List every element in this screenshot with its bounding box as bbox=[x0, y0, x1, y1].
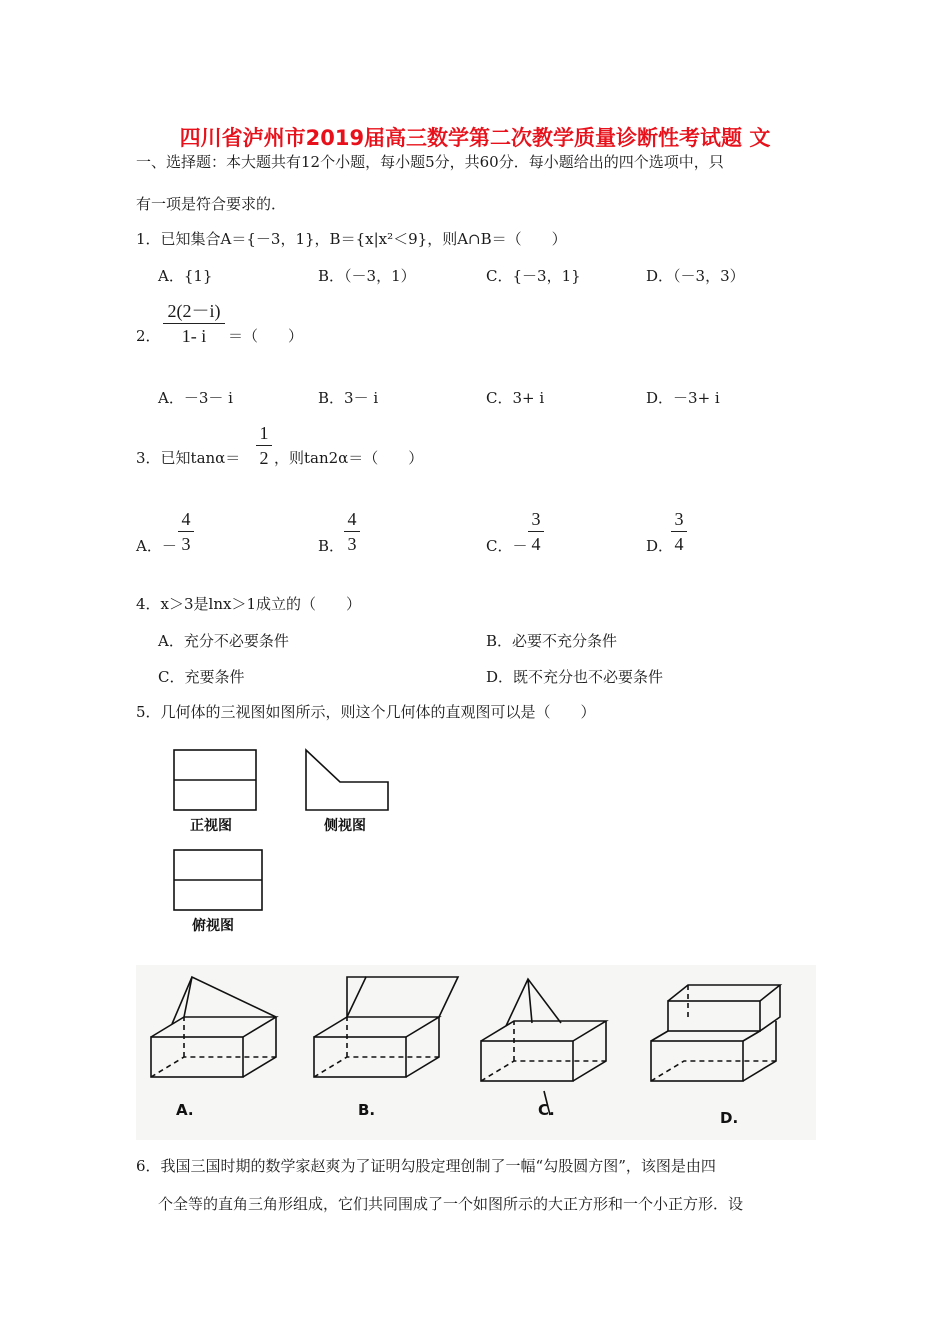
question-2-option-c: C．3+ i bbox=[486, 389, 545, 407]
question-3-fraction bbox=[256, 422, 272, 469]
choice-label-c: C. bbox=[538, 1101, 555, 1119]
question-2-option-a: A．－3－ i bbox=[158, 389, 233, 407]
question-2-option-b: B．3－ i bbox=[318, 389, 379, 407]
question-4-option-c: C．充要条件 bbox=[158, 668, 245, 686]
question-3-option-b-label: B． bbox=[318, 537, 345, 555]
question-2-fraction bbox=[163, 300, 225, 347]
question-2-numerator: 2(2－i) bbox=[167, 301, 221, 321]
choice-label-a: A. bbox=[176, 1101, 194, 1119]
question-1-option-b: B．（－3，1） bbox=[318, 267, 416, 285]
question-3-lead: 3．已知tanα＝ bbox=[136, 449, 241, 467]
question-2-number: 2． bbox=[136, 327, 161, 345]
question-2-option-d: D．－3+ i bbox=[646, 389, 720, 407]
section-intro-line1: 一、选择题：本大题共有12个小题，每小题5分，共60分．每小题给出的四个选项中，只 bbox=[136, 153, 724, 171]
solid-choices-figure bbox=[136, 965, 816, 1140]
question-3-option-d-label: D． bbox=[646, 537, 674, 555]
choice-label-d: D. bbox=[720, 1109, 739, 1127]
question-3-option-b-fraction bbox=[344, 508, 360, 555]
question-6-line1: 6．我国三国时期的数学家赵爽为了证明勾股定理创制了一幅“勾股圆方图”，该图是由四 bbox=[136, 1157, 716, 1175]
question-3-option-a-fraction bbox=[178, 508, 194, 555]
question-4-option-a: A．充分不必要条件 bbox=[158, 632, 289, 650]
fraction-denominator: 4 bbox=[674, 534, 684, 554]
figure-background bbox=[136, 965, 816, 1140]
question-2-denominator: 1- i bbox=[181, 326, 207, 346]
question-6-line2: 个全等的直角三角形组成，它们共同围成了一个如图所示的大正方形和一个小正方形．设 bbox=[158, 1195, 744, 1213]
question-4-stem: 4．x＞3是lnx＞1成立的（ ） bbox=[136, 595, 362, 613]
question-1-option-a: A．{1} bbox=[158, 267, 213, 285]
question-1-option-d: D．（－3，3） bbox=[646, 267, 745, 285]
question-4-option-b: B．必要不充分条件 bbox=[486, 632, 618, 650]
question-3-numerator: 1 bbox=[259, 423, 269, 443]
fraction-numerator: 3 bbox=[674, 509, 684, 529]
question-5-stem: 5．几何体的三视图如图所示，则这个几何体的直观图可以是（ ） bbox=[136, 703, 596, 721]
question-2-tail: ＝（ ） bbox=[228, 327, 304, 345]
question-1-stem: 1．已知集合A＝{－3，1}，B＝{x|x²＜9}，则A∩B＝（ ） bbox=[136, 230, 567, 248]
question-4-option-d: D．既不充分也不必要条件 bbox=[486, 668, 664, 686]
fraction-numerator: 4 bbox=[347, 509, 357, 529]
question-3-option-a-label: A．－ bbox=[136, 537, 177, 555]
top-view-label: 俯视图 bbox=[192, 918, 234, 934]
three-views-figure bbox=[140, 740, 420, 950]
page-title: 四川省泸州市2019届高三数学第二次教学质量诊断性考试题 文 bbox=[179, 126, 771, 150]
front-view-label: 正视图 bbox=[190, 818, 232, 834]
choice-label-b: B. bbox=[358, 1101, 376, 1119]
fraction-numerator: 4 bbox=[181, 509, 191, 529]
section-intro-line2: 有一项是符合要求的． bbox=[136, 195, 287, 213]
fraction-numerator: 3 bbox=[531, 509, 541, 529]
question-3-option-d-fraction bbox=[671, 508, 687, 555]
fraction-denominator: 4 bbox=[531, 534, 541, 554]
question-3-option-c-label: C．－ bbox=[486, 537, 528, 555]
side-view-shape bbox=[306, 750, 388, 810]
side-view-label: 侧视图 bbox=[324, 818, 366, 834]
question-1-option-c: C．{－3，1} bbox=[486, 267, 581, 285]
question-3-denominator: 2 bbox=[259, 448, 269, 468]
question-3-tail: ，则tan2α＝（ ） bbox=[274, 449, 424, 467]
question-3-option-c-fraction bbox=[528, 508, 544, 555]
fraction-denominator: 3 bbox=[347, 534, 357, 554]
fraction-denominator: 3 bbox=[181, 534, 191, 554]
